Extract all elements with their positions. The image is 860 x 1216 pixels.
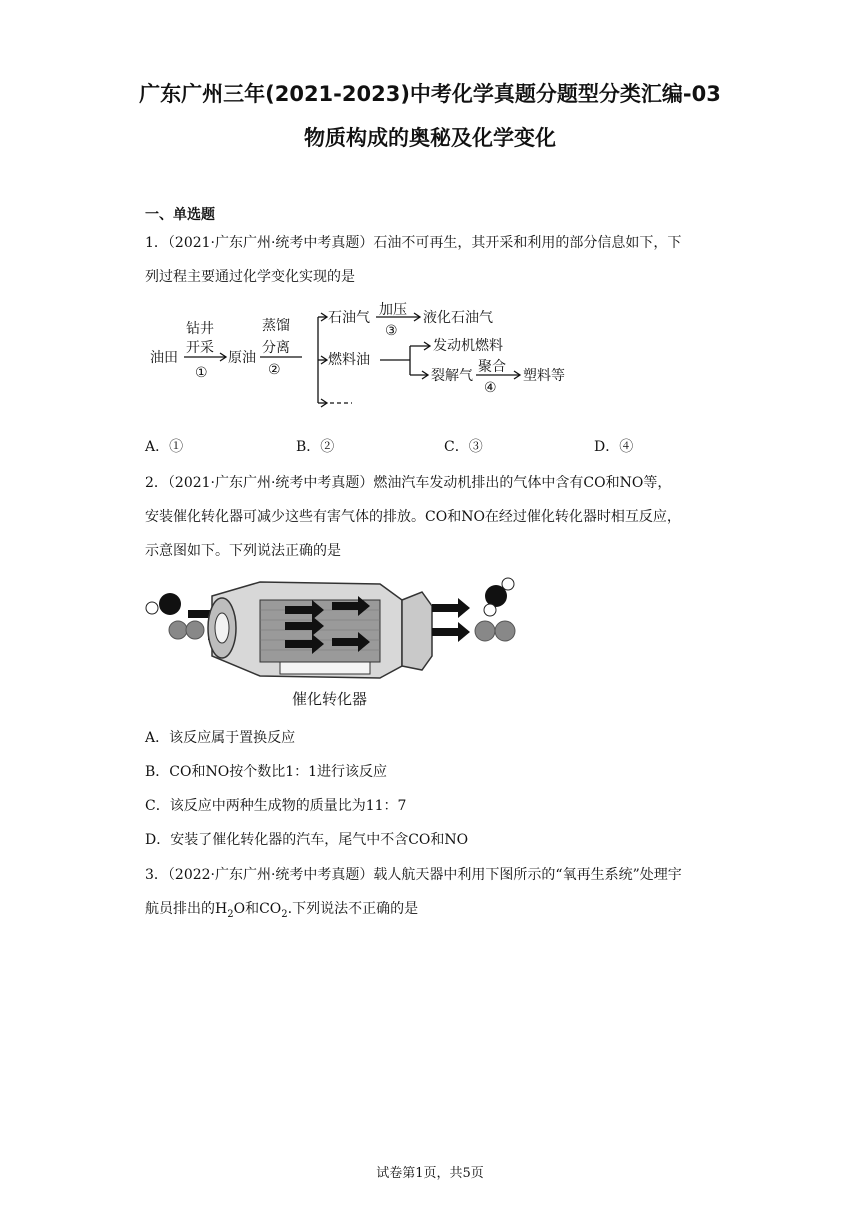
q3-text-line1: 3．（2022·广东广州·统考中考真题）载人航天器中利用下图所示的“氧再生系统”处理宇 [145, 867, 682, 883]
diagram-polymerize: 聚合 [478, 359, 506, 375]
diagram-lpg: 液化石油气 [423, 310, 493, 326]
q2-option-a: A．该反应属于置换反应 [145, 730, 296, 746]
converter-caption: 催化转化器 [292, 690, 368, 708]
q3-text-c: .下列说法不正确的是 [287, 901, 419, 917]
q1-text-line1: 1．（2021·广东广州·统考中考真题）石油不可再生，其开采和利用的部分信息如下，下 [145, 235, 682, 251]
diagram-fueloil: 燃料油 [328, 352, 370, 368]
q2-option-c: C．该反应中两种生成物的质量比为11：7 [145, 798, 407, 814]
diagram-distill: 蒸馏 [262, 318, 290, 334]
diagram-plastics: 塑料等 [523, 368, 565, 384]
doc-title-line1: 广东广州三年(2021-2023)中考化学真题分题型分类汇编-03 [139, 82, 721, 106]
catalytic-converter-diagram [140, 570, 530, 715]
diagram-crude: 原油 [228, 350, 256, 366]
diagram-circle2: ② [268, 362, 281, 378]
q2-option-b: B．CO和NO按个数比1：1进行该反应 [145, 764, 388, 780]
diagram-circle4: ④ [484, 380, 497, 396]
diagram-petgas: 石油气 [328, 310, 370, 326]
oil-process-diagram [140, 300, 580, 415]
q1-option-a: A．① [145, 439, 184, 455]
diagram-separate: 分离 [262, 340, 290, 356]
diagram-mining: 开采 [186, 340, 214, 356]
q1-text-line2: 列过程主要通过化学变化实现的是 [145, 269, 355, 285]
diagram-oilfield: 油田 [150, 350, 178, 366]
diagram-crackgas: 裂解气 [431, 368, 473, 384]
diagram-circle3: ③ [385, 323, 398, 339]
q3-text-a: 航员排出的H [145, 901, 228, 917]
q2-text-line1: 2．（2021·广东广州·统考中考真题）燃油汽车发动机排出的气体中含有CO和NO等， [145, 475, 672, 491]
diagram-circle1: ① [195, 365, 208, 381]
q1-option-c: C．③ [444, 439, 483, 455]
q2-text-line3: 示意图如下。下列说法正确的是 [145, 543, 341, 559]
q3-sub-b: 2 [281, 908, 288, 920]
q2-option-d: D．安装了催化转化器的汽车，尾气中不含CO和NO [145, 832, 469, 848]
doc-title-line2: 物质构成的奥秘及化学变化 [304, 126, 556, 150]
diagram-enginefuel: 发动机燃料 [433, 338, 503, 354]
q3-text-b: O和CO [233, 901, 282, 917]
q3-text-line2 [145, 898, 418, 920]
q2-text-line2: 安装催化转化器可减少这些有害气体的排放。CO和NO在经过催化转化器时相互反应， [145, 509, 681, 525]
q1-option-b: B．② [296, 439, 335, 455]
diagram-pressurize: 加压 [379, 302, 407, 318]
section-heading: 一、单选题 [145, 207, 215, 223]
page-footer: 试卷第1页，共5页 [376, 1166, 484, 1181]
q1-option-d: D．④ [594, 439, 634, 455]
diagram-drill: 钻井 [186, 321, 214, 337]
q3-sub-a: 2 [227, 908, 234, 920]
